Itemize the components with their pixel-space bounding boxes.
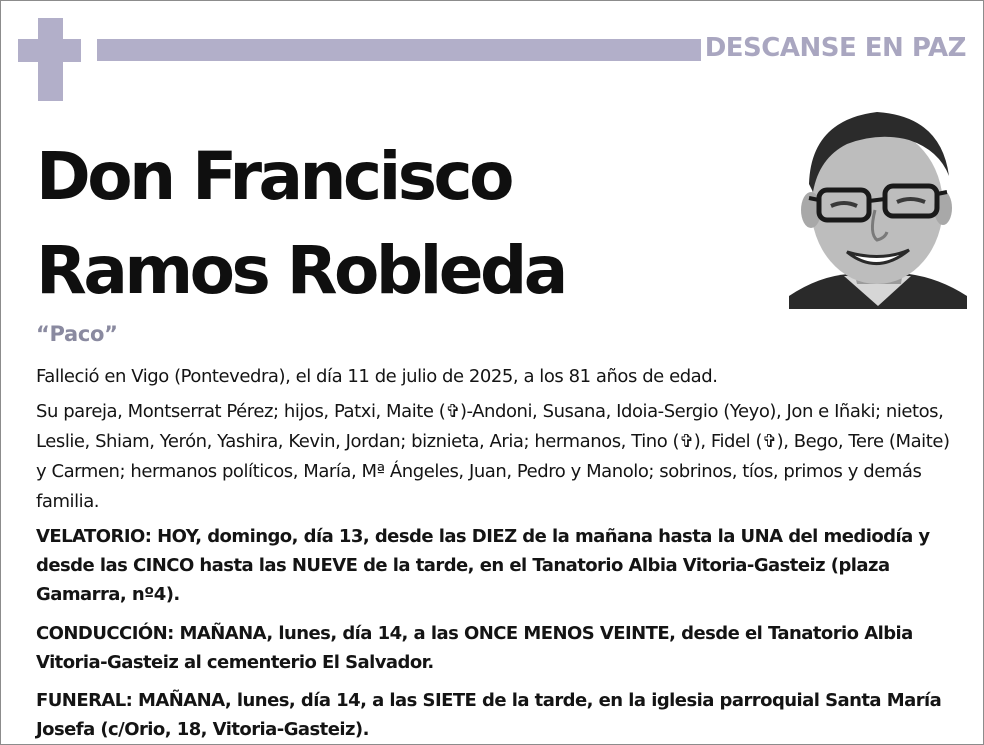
header-label: DESCANSE EN PAZ: [704, 33, 966, 63]
deceased-name: [36, 130, 565, 318]
velatorio-info: VELATORIO: HOY, domingo, día 13, desde las DIEZ de la mañana hasta la UNA del mediodía y desde las CINCO hasta las NUEVE de la tarde, en el Tanatorio Albia Vitoria-Gasteiz (plaza Gamarra, nº4).: [36, 526, 930, 605]
death-notice: Falleció en Vigo (Pontevedra), el día 11 de julio de 2025, a los 81 años de edad.: [36, 366, 718, 387]
name-line-2: Ramos Robleda: [36, 232, 565, 309]
family-list: Su pareja, Montserrat Pérez; hijos, Patxi, Maite (✞)-Andoni, Susana, Idoia-Sergio (Yeyo), Jon e Iñaki; nietos, Leslie, Shiam, Yerón, Yashira, Kevin, Jordan; biznieta, Aria; hermanos, Tino (✞), Fidel (✞), Bego, Tere (Maite) y Carmen; hermanos políticos, María, Mª Ángeles, Juan, Pedro y Manolo; sobrinos, tíos, primos y demás familia.: [36, 401, 950, 512]
portrait-photo: [789, 106, 967, 309]
nickname: “Paco”: [36, 322, 118, 346]
cross-icon-horizontal: [18, 39, 81, 62]
funeral-info: FUNERAL: MAÑANA, lunes, día 14, a las SIETE de la tarde, en la iglesia parroquial Santa María Josefa (c/Orio, 18, Vitoria-Gasteiz).: [36, 690, 942, 740]
header-bar: [97, 39, 701, 61]
name-line-1: Don Francisco: [36, 138, 512, 215]
conduccion-info: CONDUCCIÓN: MAÑANA, lunes, día 14, a las ONCE MENOS VEINTE, desde el Tanatorio Albia Vitoria-Gasteiz al cementerio El Salvador.: [36, 623, 913, 673]
